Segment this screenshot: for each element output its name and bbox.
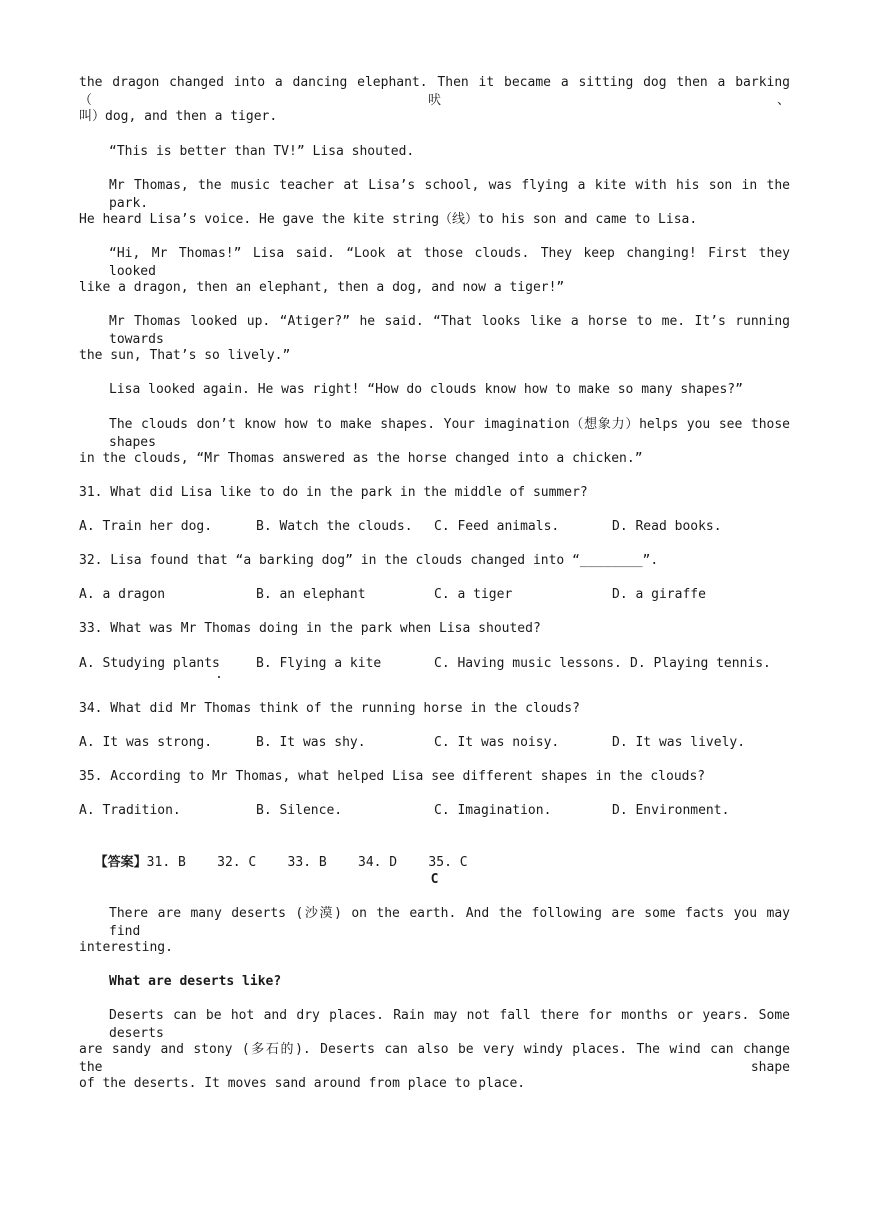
passage-line: There are many deserts (沙漠) on the earth. And the following are some facts you may find — [109, 906, 790, 939]
option-33-c: C. Having music lessons. — [434, 656, 622, 671]
stray-dot — [218, 676, 220, 678]
option-35-c: C. Imagination. — [434, 803, 552, 818]
passage-line: “This is better than TV!” Lisa shouted. — [109, 144, 415, 159]
answer-label: 【答案】 — [94, 855, 147, 870]
option-35-b: B. Silence. — [256, 803, 343, 818]
option-34-a: A. It was strong. — [79, 735, 213, 750]
subheading: What are deserts like? — [109, 974, 282, 989]
passage-line: The clouds don’t know how to make shapes. Your imagination（想象力）helps you see those shapes — [109, 417, 790, 450]
option-31-a: A. Train her dog. — [79, 519, 213, 534]
option-33-a: A. Studying plants — [79, 656, 220, 671]
option-34-c: C. It was noisy. — [434, 735, 560, 750]
passage-line: Mr Thomas looked up. “Atiger?” he said. “That looks like a horse to me. It’s running towards — [109, 314, 790, 347]
passage-line: He heard Lisa’s voice. He gave the kite string（线）to his son and came to Lisa. — [79, 212, 698, 227]
question-32: 32. Lisa found that “a barking dog” in the clouds changed into “________”. — [79, 553, 659, 568]
passage-line: interesting. — [79, 940, 173, 955]
passage-line: of the deserts. It moves sand around from place to place. — [79, 1076, 526, 1091]
passage-line: Deserts can be hot and dry places. Rain may not fall there for months or years. Some deserts — [109, 1008, 790, 1041]
passage-line: are sandy and stony (多石的). Deserts can also be very windy places. The wind can change the shape — [79, 1042, 790, 1075]
option-33-d: D. Playing tennis. — [630, 656, 771, 671]
question-31: 31. What did Lisa like to do in the park in the middle of summer? — [79, 485, 588, 500]
passage-line: like a dragon, then an elephant, then a dog, and now a tiger!” — [79, 280, 565, 295]
option-33-b: B. Flying a kite — [256, 656, 382, 671]
passage-line: Mr Thomas, the music teacher at Lisa’s school, was flying a kite with his son in the park. — [109, 178, 790, 211]
passage-line: Lisa looked again. He was right! “How do clouds know how to make so many shapes?” — [109, 382, 743, 397]
passage-line: the dragon changed into a dancing elephant. Then it became a sitting dog then a barking（吠、 — [79, 75, 790, 108]
option-34-b: B. It was shy. — [256, 735, 366, 750]
passage-line: 叫）dog, and then a tiger. — [79, 109, 278, 124]
option-31-d: D. Read books. — [612, 519, 722, 534]
option-34-d: D. It was lively. — [612, 735, 746, 750]
passage-line: “Hi, Mr Thomas!” Lisa said. “Look at those clouds. They keep changing! First they looked — [109, 246, 790, 279]
option-35-a: A. Tradition. — [79, 803, 181, 818]
passage-line: the sun, That’s so lively.” — [79, 348, 291, 363]
option-31-c: C. Feed animals. — [434, 519, 560, 534]
question-34: 34. What did Mr Thomas think of the running horse in the clouds? — [79, 701, 580, 716]
section-heading: C — [430, 872, 439, 887]
option-32-b: B. an elephant — [256, 587, 366, 602]
passage-line: in the clouds, “Mr Thomas answered as the horse changed into a chicken.” — [79, 451, 643, 466]
option-31-b: B. Watch the clouds. — [256, 519, 413, 534]
question-35: 35. According to Mr Thomas, what helped Lisa see different shapes in the clouds? — [79, 769, 706, 784]
option-32-d: D. a giraffe — [612, 587, 706, 602]
option-32-a: A. a dragon — [79, 587, 166, 602]
question-33: 33. What was Mr Thomas doing in the park when Lisa shouted? — [79, 621, 541, 636]
option-32-c: C. a tiger — [434, 587, 513, 602]
answer-values: 31. B 32. C 33. B 34. D 35. C — [146, 855, 468, 870]
option-35-d: D. Environment. — [612, 803, 730, 818]
answer-key — [79, 836, 468, 872]
